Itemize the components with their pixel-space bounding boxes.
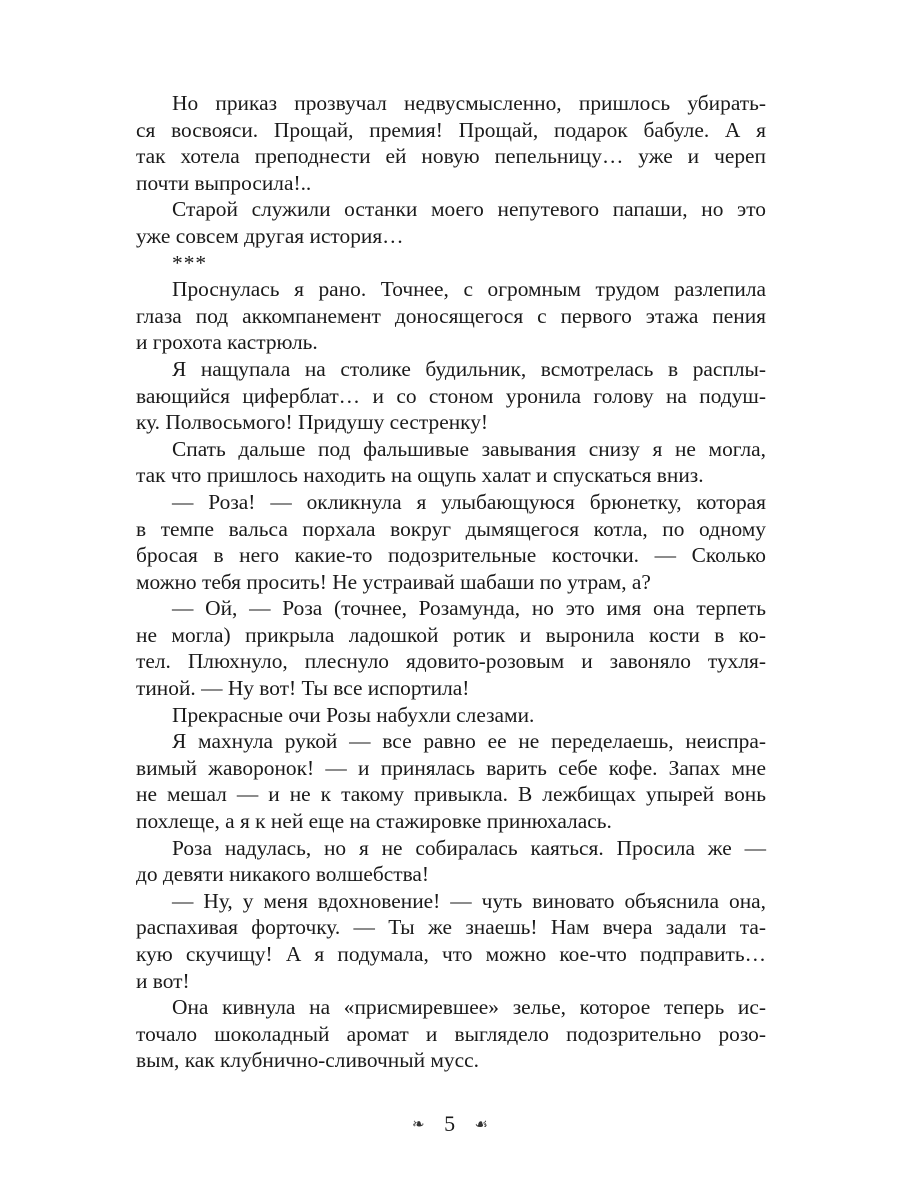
text-line: ку. Полвосьмого! Придушу сестренку! xyxy=(136,410,489,435)
text-line: почти выпросила!.. xyxy=(136,170,312,195)
text-line: тиной. — Ну вот! Ты все испортила! xyxy=(136,676,470,701)
text-line: Я нащупала на столике будильник, всмотрелась в расплы- xyxy=(172,356,766,381)
text-line: вающийся циферблат… и со стоном уронила голову на подуш- xyxy=(136,383,766,408)
page-footer xyxy=(0,1110,900,1138)
text-line: точало шоколадный аромат и выглядело подозрительно розо- xyxy=(136,1021,766,1046)
section-separator: *** xyxy=(172,250,208,275)
text-line: Старой служили останки моего непутевого папаши, но это xyxy=(172,197,766,222)
text-line: уже совсем другая история… xyxy=(136,223,404,248)
text-line: — Ну, у меня вдохновение! — чуть виновато объяснила она, xyxy=(172,888,766,913)
text-line: бросая в него какие-то подозрительные косточки. — Сколько xyxy=(136,543,766,568)
text-line: Я махнула рукой — все равно ее не переделаешь, неиспра- xyxy=(172,729,766,754)
text-line: Но приказ прозвучал недвусмысленно, пришлось убирать- xyxy=(172,91,766,115)
text-line: так что пришлось находить на ощупь халат и спускаться вниз. xyxy=(136,463,704,488)
text-line: в темпе вальса порхала вокруг дымящегося котла, по одному xyxy=(136,516,766,541)
right-ornament-icon: ☙ xyxy=(474,1115,489,1133)
text-line: так хотела преподнести ей новую пепельницу… уже и череп xyxy=(136,144,766,169)
page-number: 5 xyxy=(444,1111,456,1136)
text-line: — Роза! — окликнула я улыбающуюся брюнетку, которая xyxy=(172,489,766,514)
text-line: Проснулась я рано. Точнее, с огромным трудом разлепила xyxy=(172,277,766,302)
text-line: кую скучищу! А я подумала, что можно кое-что подправить… xyxy=(136,942,766,966)
left-ornament-icon: ❧ xyxy=(411,1115,425,1133)
text-line: Она кивнула на «присмиревшее» зелье, которое теперь ис- xyxy=(172,995,766,1020)
text-line: — Ой, — Роза (точнее, Розамунда, но это имя она терпеть xyxy=(172,596,766,621)
text-line: и вот! xyxy=(136,968,190,993)
text-line: и грохота кастрюль. xyxy=(136,330,318,355)
text-line: вимый жаворонок! — и принялась варить себе кофе. Запах мне xyxy=(136,755,766,780)
text-line: не мешал — и не к такому привыкла. В лежбищах упырей вонь xyxy=(136,782,766,807)
text-line: ся восвояси. Прощай, премия! Прощай, подарок бабуле. А я xyxy=(136,117,766,142)
body-text xyxy=(136,90,766,1074)
text-line: глаза под аккомпанемент доносящегося с первого этажа пения xyxy=(136,303,766,328)
text-line: Роза надулась, но я не собиралась каяться. Просила же — xyxy=(172,835,766,860)
text-line: можно тебя просить! Не устраивай шабаши по утрам, а? xyxy=(136,569,651,594)
text-line: похлеще, а я к ней еще на стажировке принюхалась. xyxy=(136,809,612,834)
text-line: Спать дальше под фальшивые завывания снизу я не могла, xyxy=(172,436,766,461)
text-line: не могла) прикрыла ладошкой ротик и выронила кости в ко- xyxy=(136,622,766,647)
text-line: Прекрасные очи Розы набухли слезами. xyxy=(172,702,535,727)
text-line: распахивая форточку. — Ты же знаешь! Нам вчера задали та- xyxy=(136,915,766,940)
text-line: до девяти никакого волшебства! xyxy=(136,862,430,887)
text-line: вым, как клубнично-сливочный мусс. xyxy=(136,1048,479,1073)
text-line: тел. Плюхнуло, плеснуло ядовито-розовым и завоняло тухля- xyxy=(136,649,766,674)
